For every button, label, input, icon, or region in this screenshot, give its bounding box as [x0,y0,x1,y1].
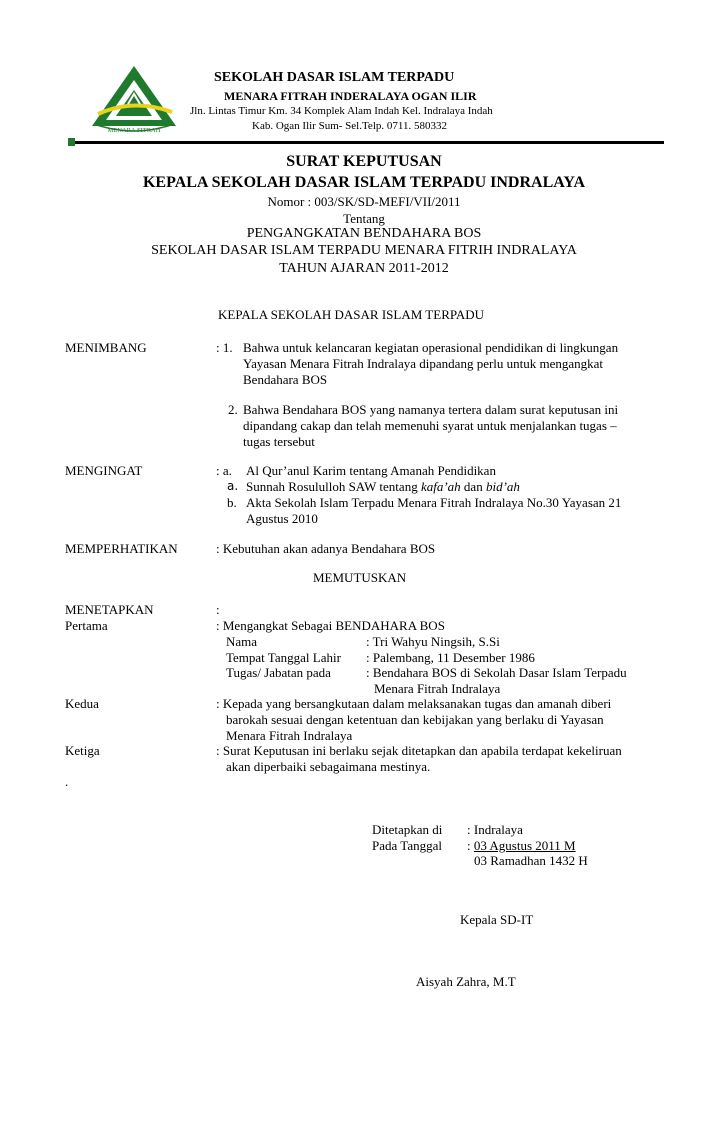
menimbang-item2-number: 2. [228,402,238,417]
letterhead-divider [68,141,664,144]
menimbang-item2-line3: tugas tersebut [243,434,315,449]
school-subtitle: MENARA FITRAH INDERALAYA OGAN ILIR [224,89,477,103]
tugas-value-line1: : Bendahara BOS di Sekolah Dasar Islam Terpadu [366,665,627,680]
mengingat-label: MENGINGAT [65,463,143,478]
letterhead-divider-mark [68,138,75,146]
mengingat-a2-italic-bidah: bid’ah [485,479,520,494]
trailing-dot: . [65,774,69,789]
decree-subject-2: SEKOLAH DASAR ISLAM TERPADU MENARA FITRIH INDRALAYA [151,243,577,258]
tugas-label: Tugas/ Jabatan pada [226,665,331,680]
mengingat-a2-text [246,479,520,495]
mengingat-b-line2: Agustus 2010 [246,511,318,526]
decree-number: Nomor : 003/SK/SD-MEFI/VII/2011 [267,194,461,209]
nama-value: : Tri Wahyu Ningsih, S.Si [366,634,500,649]
kedua-label: Kedua [65,696,99,711]
kedua-line3: Menara Fitrah Indralaya [226,728,353,743]
kedua-line2: barokah sesuai dengan ketentuan dan kebijakan yang berlaku di Yayasan [226,712,604,727]
decree-subject-3: TAHUN AJARAN 2011-2012 [279,261,449,276]
menimbang-item2-line2: dipandang cakap dan telah memenuhi syarat untuk menjalankan tugas – [243,418,617,433]
tanggal-colon: : [467,838,474,853]
mengingat-b-number: b. [227,495,237,510]
menimbang-item1-line2: Yayasan Menara Fitrah Indralaya dipandang perlu untuk mengangkat [243,356,604,371]
ttl-label: Tempat Tanggal Lahir [226,650,341,665]
menimbang-item1-line1: Bahwa untuk kelancaran kegiatan operasional pendidikan di lingkungan [243,340,619,355]
decree-tentang: Tentang [343,211,385,226]
kedua-line1: : Kepada yang bersangkutaan dalam melaksanakan tugas dan amanah diberi [216,696,612,711]
pertama-label: Pertama [65,618,108,633]
pertama-text: : Mengangkat Sebagai BENDAHARA BOS [216,618,445,633]
mengingat-a2-dan: dan [460,479,486,494]
menimbang-item1-number: : 1. [216,340,233,355]
menetapkan-colon: : [216,602,220,617]
menimbang-item1-line3: Bendahara BOS [243,372,328,387]
tanggal-label: Pada Tanggal [372,838,442,853]
tanggal-gregorian: 03 Agustus 2011 M [473,838,576,853]
signatory-name: Aisyah Zahra, M.T [416,974,516,989]
school-logo [88,64,180,134]
mengingat-a-number: : a. [216,463,232,478]
mengingat-a2-text-pre: Sunnah Rosululloh SAW tentang [246,479,421,494]
memperhatikan-label: MEMPERHATIKAN [65,541,178,556]
menimbang-item2-line1: Bahwa Bendahara BOS yang namanya tertera dalam surat keputusan ini [243,402,619,417]
mengingat-b-line1: Akta Sekolah Islam Terpadu Menara Fitrah Indralaya No.30 Yayasan 21 [246,495,622,510]
school-address-line2: Kab. Ogan Ilir Sum- Sel.Telp. 0711. 580332 [252,120,447,132]
school-address-line1: Jln. Lintas Timur Km. 34 Komplek Alam Indah Kel. Indralaya Indah [190,105,493,117]
tanggal-value [467,838,586,854]
ditetapkan-value: : Indralaya [467,822,523,837]
signatory-position: Kepala SD-IT [460,912,534,927]
authority-heading: KEPALA SEKOLAH DASAR ISLAM TERPADU [218,307,485,322]
menimbang-label: MENIMBANG [65,340,147,355]
ditetapkan-label: Ditetapkan di [372,822,443,837]
ketiga-label: Ketiga [65,743,100,758]
ketiga-line2: akan diperbaiki sebagaimana mestinya. [226,759,431,774]
decree-issuer: KEPALA SEKOLAH DASAR ISLAM TERPADU INDRALAYA [142,174,585,191]
mengingat-a2-italic-kafaah: kafa’ah [420,479,461,494]
nama-label: Nama [226,634,258,649]
decree-subject-1: PENGANGKATAN BENDAHARA BOS [246,226,482,241]
menetapkan-label: MENETAPKAN [65,602,154,617]
school-name: SEKOLAH DASAR ISLAM TERPADU [214,70,455,85]
logo-text: MENARA FITRAH [107,127,161,134]
tanggal-hijri: 03 Ramadhan 1432 H [474,853,588,868]
memperhatikan-text: : Kebutuhan akan adanya Bendahara BOS [216,541,436,556]
tugas-value-line2: Menara Fitrah Indralaya [374,681,501,696]
ttl-value: : Palembang, 11 Desember 1986 [366,650,535,665]
mengingat-a-text: Al Qur’anul Karim tentang Amanah Pendidikan [246,463,496,478]
ketiga-line1: : Surat Keputusan ini berlaku sejak ditetapkan dan apabila terdapat kekeliruan [216,743,622,758]
memutuskan-heading: MEMUTUSKAN [313,570,407,585]
mengingat-a2-number: a. [227,479,239,493]
decree-title: SURAT KEPUTUSAN [286,153,442,170]
